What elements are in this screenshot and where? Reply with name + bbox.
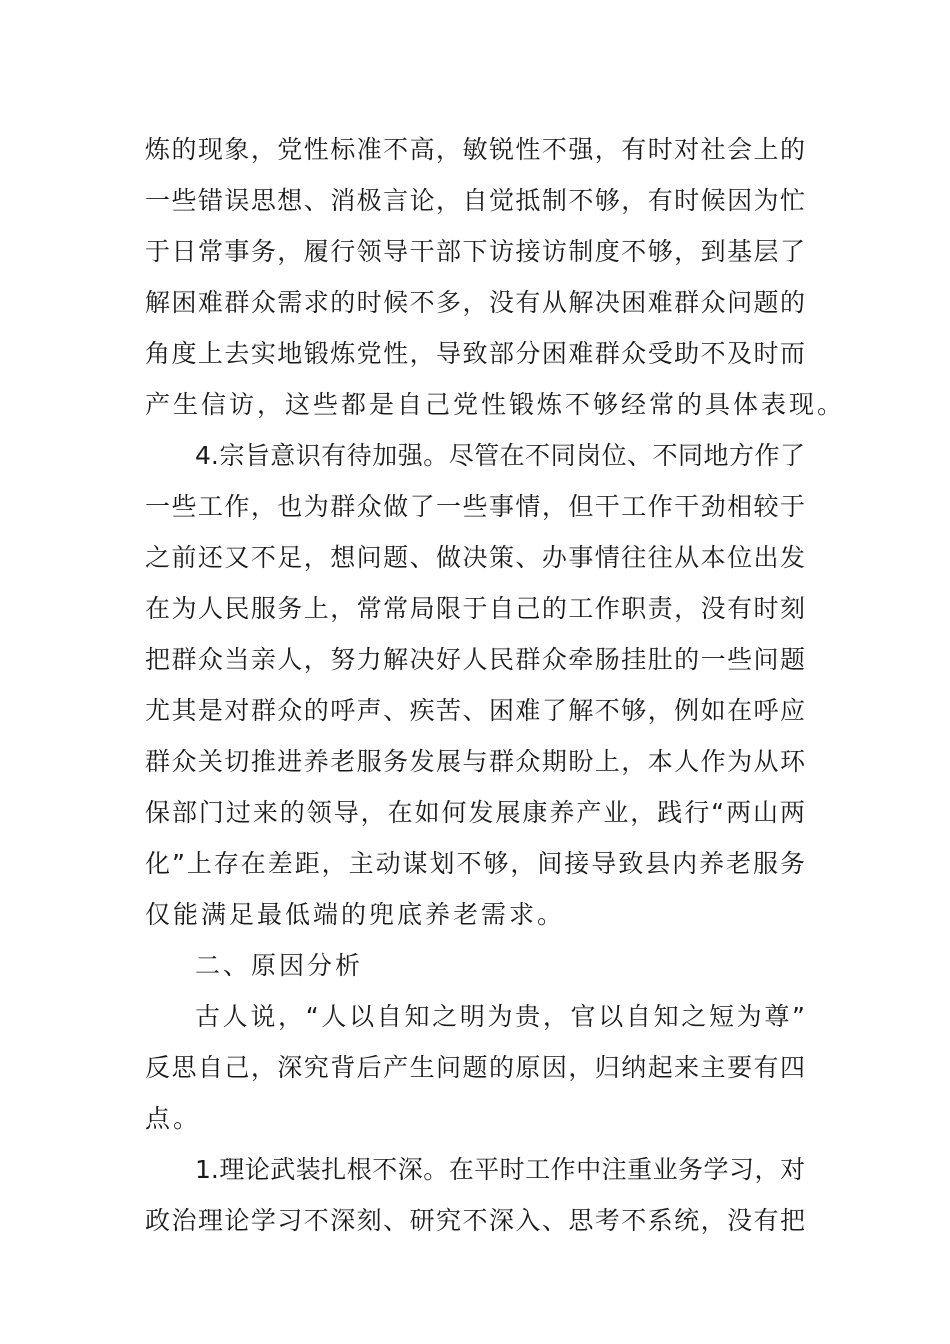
item-4-line: 一些工作，也为群众做了一些事情，但干工作干劲相较于 — [145, 492, 805, 521]
item-1-line: 政治理论学习不深刻、研究不深入、思考不系统，没有把 — [145, 1206, 805, 1235]
intro-first-line: 古人说，“人以自知之明为贵，官以自知之短为尊” — [195, 1002, 805, 1031]
paragraph-line: 炼的现象，党性标准不高，敏锐性不强，有时对社会上的 — [145, 135, 805, 164]
item-4-first-line: 4.宗旨意识有待加强。尽管在不同岗位、不同地方作了 — [195, 441, 805, 470]
item-4-line: 尤其是对群众的呼声、疾苦、困难了解不够，例如在呼应 — [145, 696, 805, 725]
intro-line: 反思自己，深究背后产生问题的原因，归纳起来主要有四 — [145, 1053, 805, 1082]
item-4-line: 群众关切推进养老服务发展与群众期盼上，本人作为从环 — [145, 747, 805, 776]
item-4-line: 之前还又不足，想问题、做决策、办事情往往从本位出发 — [145, 543, 805, 572]
paragraph-line: 于日常事务，履行领导干部下访接访制度不够，到基层了 — [145, 237, 805, 266]
intro-line: 点。 — [145, 1104, 202, 1133]
paragraph-line: 角度上去实地锻炼党性，导致部分困难群众受助不及时而 — [145, 339, 805, 368]
item-1-first-line: 1.理论武装扎根不深。在平时工作中注重业务学习，对 — [195, 1155, 805, 1184]
item-4-line: 仅能满足最低端的兜底养老需求。 — [145, 900, 566, 929]
paragraph-line: 解困难群众需求的时候不多，没有从解决困难群众问题的 — [145, 288, 805, 317]
item-4-line: 把群众当亲人，努力解决好人民群众牵肠挂肚的一些问题 — [145, 645, 805, 674]
paragraph-line: 产生信访，这些都是自己党性锻炼不够经常的具体表现。 — [145, 390, 846, 419]
item-4-line: 保部门过来的领导，在如何发展康养产业，践行“两山两 — [145, 798, 805, 827]
item-4-line: 化”上存在差距，主动谋划不够，间接导致县内养老服务 — [145, 849, 805, 878]
section-heading: 二、原因分析 — [195, 951, 364, 980]
item-4-line: 在为人民服务上，常常局限于自己的工作职责，没有时刻 — [145, 594, 805, 623]
paragraph-line: 一些错误思想、消极言论，自觉抵制不够，有时候因为忙 — [145, 186, 805, 215]
